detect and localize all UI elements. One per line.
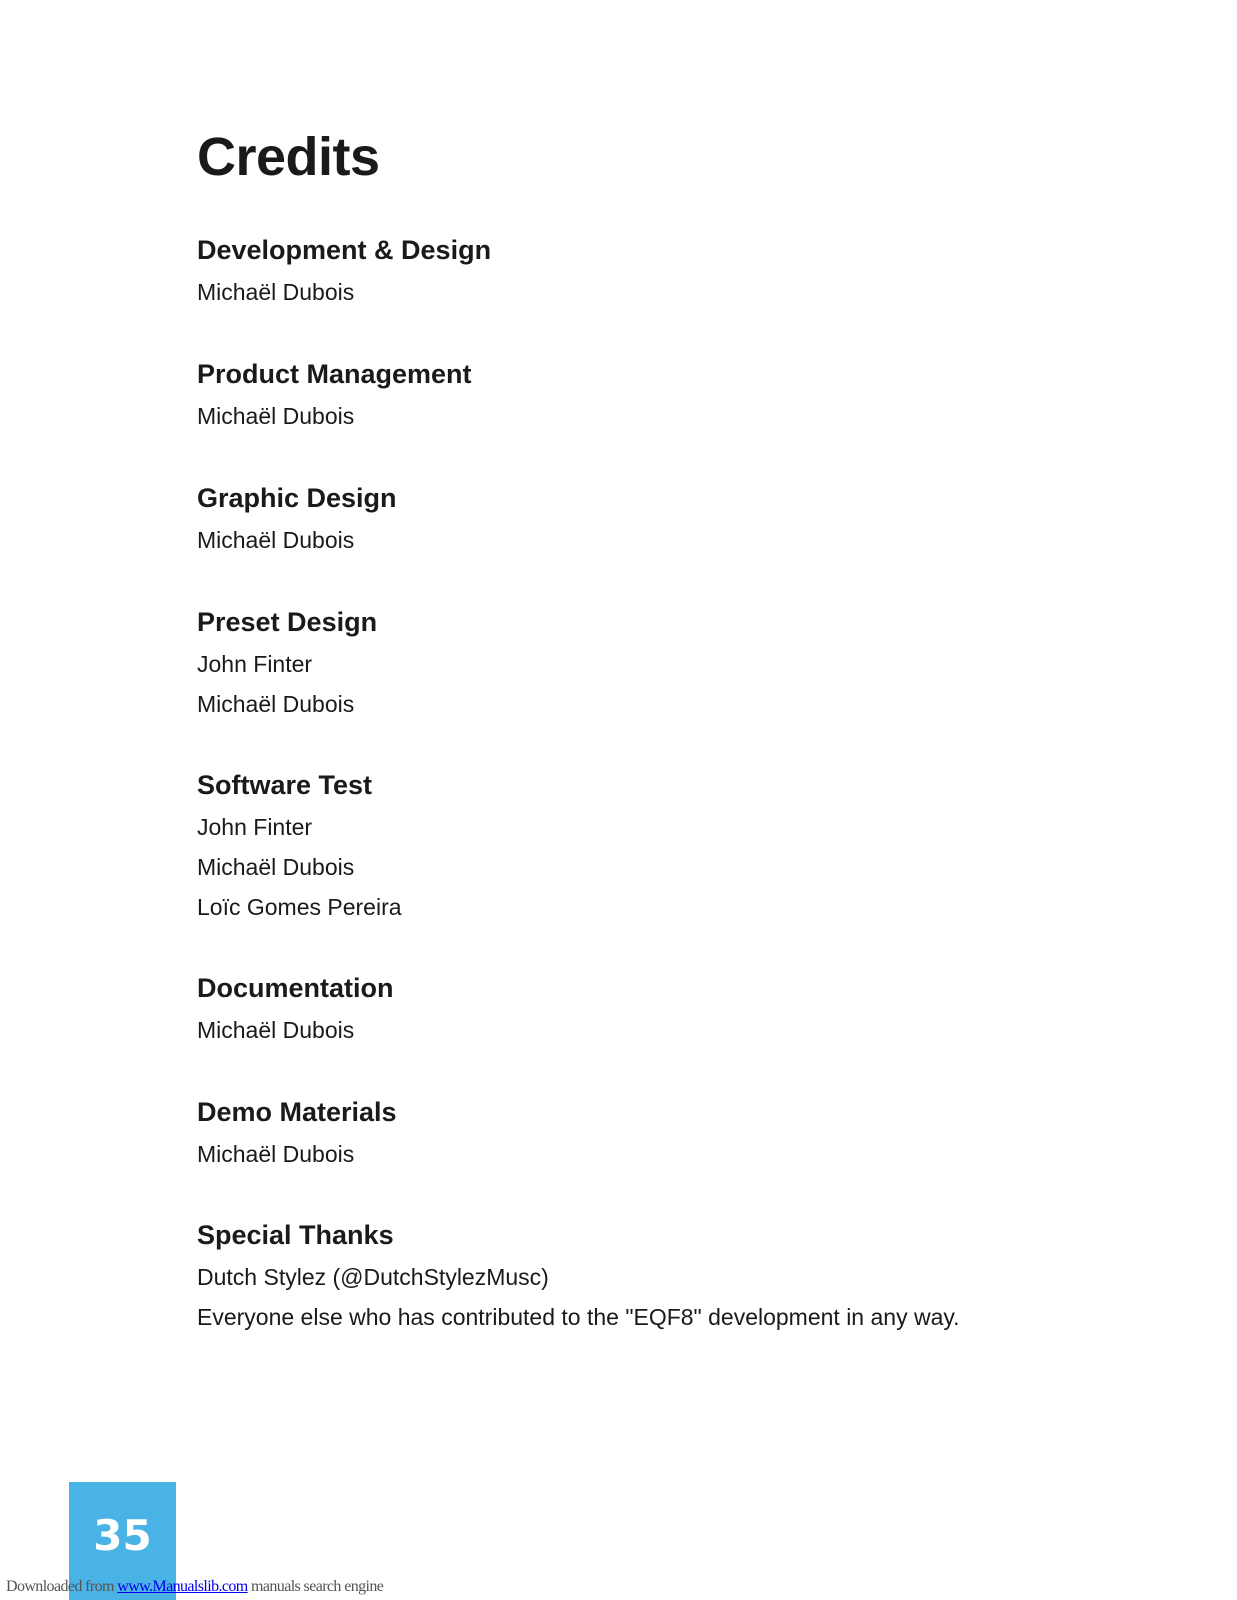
credit-name: Michaël Dubois [197, 1017, 355, 1043]
footer-suffix: manuals search engine [247, 1578, 384, 1595]
credit-section-product-management [197, 358, 472, 436]
credit-name: Michaël Dubois [197, 279, 355, 305]
section-heading: Special Thanks [197, 1220, 394, 1250]
section-heading: Development & Design [197, 235, 492, 265]
section-heading: Graphic Design [197, 483, 397, 513]
credit-name: Michaël Dubois [197, 691, 355, 717]
credit-section-graphic-design [197, 482, 397, 560]
section-heading: Preset Design [197, 607, 378, 637]
credit-section-development-design [197, 234, 491, 312]
credit-section-demo-materials [197, 1096, 397, 1174]
credit-name: John Finter [197, 814, 313, 840]
page-number: 35 [93, 1510, 152, 1560]
credit-name: Michaël Dubois [197, 854, 355, 880]
credit-name: Michaël Dubois [197, 403, 355, 429]
credit-name: Michaël Dubois [197, 527, 355, 553]
section-heading: Product Management [197, 359, 472, 389]
section-heading: Demo Materials [197, 1097, 397, 1127]
credit-section-preset-design [197, 606, 377, 724]
credit-section-documentation [197, 972, 394, 1050]
credit-name: Loïc Gomes Pereira [197, 894, 402, 920]
credit-name: Michaël Dubois [197, 1141, 355, 1167]
credit-name: Dutch Stylez (@DutchStylezMusc) [197, 1264, 549, 1290]
page-title: Credits [197, 127, 380, 187]
download-footer [6, 1578, 383, 1596]
credit-section-software-test [197, 769, 402, 927]
credit-name: John Finter [197, 651, 313, 677]
manualslib-link[interactable]: www.Manualslib.com [117, 1578, 248, 1595]
section-heading: Documentation [197, 973, 394, 1003]
credit-section-special-thanks [197, 1219, 960, 1337]
credit-name: Everyone else who has contributed to the "EQF8" development in any way. [197, 1304, 960, 1330]
section-heading: Software Test [197, 770, 373, 800]
footer-prefix: Downloaded from [6, 1578, 118, 1595]
